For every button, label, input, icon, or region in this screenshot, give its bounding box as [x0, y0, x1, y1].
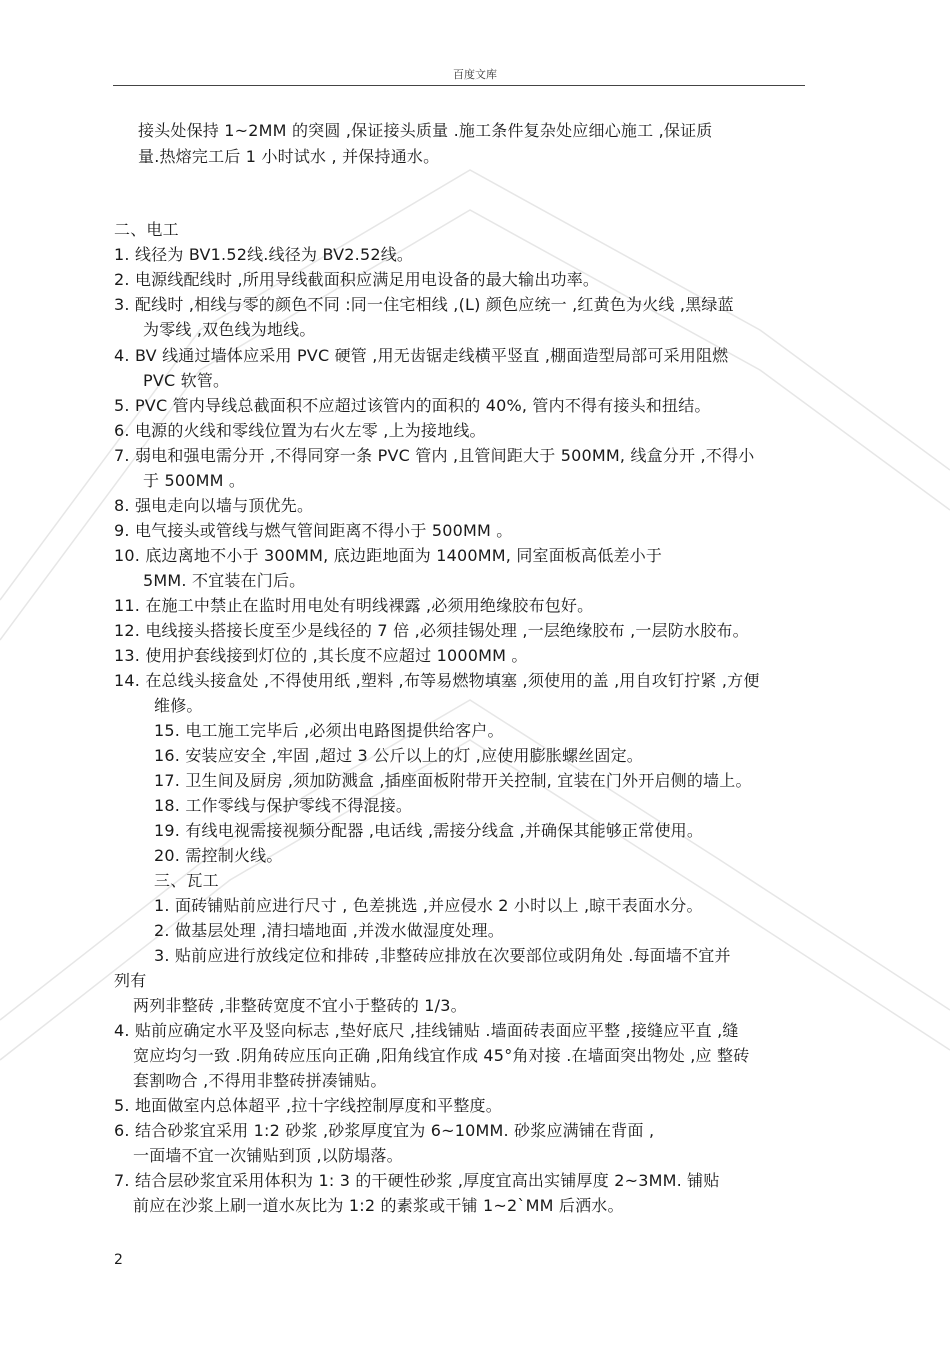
text-line: 量.热熔完工后 1 小时试水 , 并保持通水。: [138, 147, 440, 166]
list-item: 5. 地面做室内总体超平 ,拉十字线控制厚度和平整度。: [114, 1096, 502, 1115]
list-item-continuation: 5MM. 不宜装在门后。: [143, 571, 306, 590]
list-item: 2. 做基层处理 ,清扫墙地面 ,并泼水做湿度处理。: [154, 921, 504, 940]
list-item: 8. 强电走向以墙与顶优先。: [114, 496, 314, 515]
list-item: 20. 需控制火线。: [154, 846, 283, 865]
list-item-continuation: 于 500MM 。: [143, 471, 246, 490]
list-item: 4. BV 线通过墙体应采用 PVC 硬管 ,用无齿锯走线横平竖直 ,棚面造型局部可采用阻燃: [114, 346, 729, 365]
page-header: 百度文库: [453, 68, 497, 81]
list-item-continuation: 列有: [114, 971, 147, 990]
text-line: 接头处保持 1~2MM 的突圆 ,保证接头质量 .施工条件复杂处应细心施工 ,保证质: [138, 121, 713, 140]
list-item: 11. 在施工中禁止在监时用电处有明线裸露 ,必须用绝缘胶布包好。: [114, 596, 594, 615]
list-item: 5. PVC 管内导线总截面积不应超过该管内的面积的 40%, 管内不得有接头和扭结。: [114, 396, 711, 415]
list-item-continuation: 宽应均匀一致 .阴角砖应压向正确 ,阳角线宜作成 45°角对接 .在墙面突出物处 ,应 整砖: [133, 1046, 750, 1065]
list-item: 1. 线径为 BV1.52线.线径为 BV2.52线。: [114, 245, 414, 264]
list-item: 1. 面砖铺贴前应进行尺寸 , 色差挑选 ,并应侵水 2 小时以上 ,晾干表面水分。: [154, 896, 703, 915]
list-item-continuation: 两列非整砖 ,非整砖宽度不宜小于整砖的 1/3。: [133, 996, 467, 1015]
list-item-continuation: PVC 软管。: [143, 371, 230, 390]
list-item: 4. 贴前应确定水平及竖向标志 ,垫好底尺 ,挂线铺贴 .墙面砖表面应平整 ,接缝应平直 ,缝: [114, 1021, 739, 1040]
list-item: 17. 卫生间及厨房 ,须加防溅盒 ,插座面板附带开关控制, 宜装在门外开启侧的墙上。: [154, 771, 752, 790]
page-number: 2: [114, 1252, 123, 1268]
list-item: 16. 安装应安全 ,牢固 ,超过 3 公斤以上的灯 ,应使用膨胀螺丝固定。: [154, 746, 643, 765]
list-item: 12. 电线接头搭接长度至少是线径的 7 倍 ,必须挂锡处理 ,一层绝缘胶布 ,一层防水胶布。: [114, 621, 749, 640]
list-item-continuation: 前应在沙浆上刷一道水灰比为 1:2 的素浆或干铺 1~2`MM 后洒水。: [133, 1196, 624, 1215]
list-item: 7. 弱电和强电需分开 ,不得同穿一条 PVC 管内 ,且管间距大于 500MM, 线盒分开 ,不得小: [114, 446, 755, 465]
list-item: 15. 电工施工完毕后 ,必须出电路图提供给客户。: [154, 721, 504, 740]
list-item: 10. 底边离地不小于 300MM, 底边距地面为 1400MM, 同室面板高低差小于: [114, 546, 663, 565]
list-item: 3. 配线时 ,相线与零的颜色不同 :同一住宅相线 ,(L) 颜色应统一 ,红黄色为火线 ,黑绿蓝: [114, 295, 734, 314]
list-item: 2. 电源线配线时 ,所用导线截面积应满足用电设备的最大输出功率。: [114, 270, 600, 289]
list-item: 3. 贴前应进行放线定位和排砖 ,非整砖应排放在次要部位或阴角处 .每面墙不宜并: [154, 946, 731, 965]
header-divider: [113, 85, 805, 86]
list-item-continuation: 套割吻合 ,不得用非整砖拼凑铺贴。: [133, 1071, 387, 1090]
list-item-continuation: 维修。: [154, 696, 203, 715]
list-item: 14. 在总线头接盒处 ,不得使用纸 ,塑料 ,布等易燃物填塞 ,须使用的盖 ,用自攻钉拧紧 ,方便: [114, 671, 760, 690]
list-item: 13. 使用护套线接到灯位的 ,其长度不应超过 1000MM 。: [114, 646, 528, 665]
list-item: 6. 电源的火线和零线位置为右火左零 ,上为接地线。: [114, 421, 486, 440]
list-item-continuation: 为零线 ,双色线为地线。: [143, 320, 316, 339]
list-item: 18. 工作零线与保护零线不得混接。: [154, 796, 413, 815]
list-item: 9. 电气接头或管线与燃气管间距离不得小于 500MM 。: [114, 521, 513, 540]
section-heading: 二、电工: [114, 220, 179, 239]
list-item: 6. 结合砂浆宜采用 1:2 砂浆 ,砂浆厚度宜为 6~10MM. 砂浆应满铺在背面 ,: [114, 1121, 655, 1140]
list-item-continuation: 一面墙不宜一次铺贴到顶 ,以防塌落。: [133, 1146, 403, 1165]
list-item: 7. 结合层砂浆宜采用体积为 1: 3 的干硬性砂浆 ,厚度宜高出实铺厚度 2~3MM. 铺贴: [114, 1171, 720, 1190]
section-heading: 三、瓦工: [154, 871, 219, 890]
list-item: 19. 有线电视需接视频分配器 ,电话线 ,需接分线盒 ,并确保其能够正常使用。: [154, 821, 704, 840]
